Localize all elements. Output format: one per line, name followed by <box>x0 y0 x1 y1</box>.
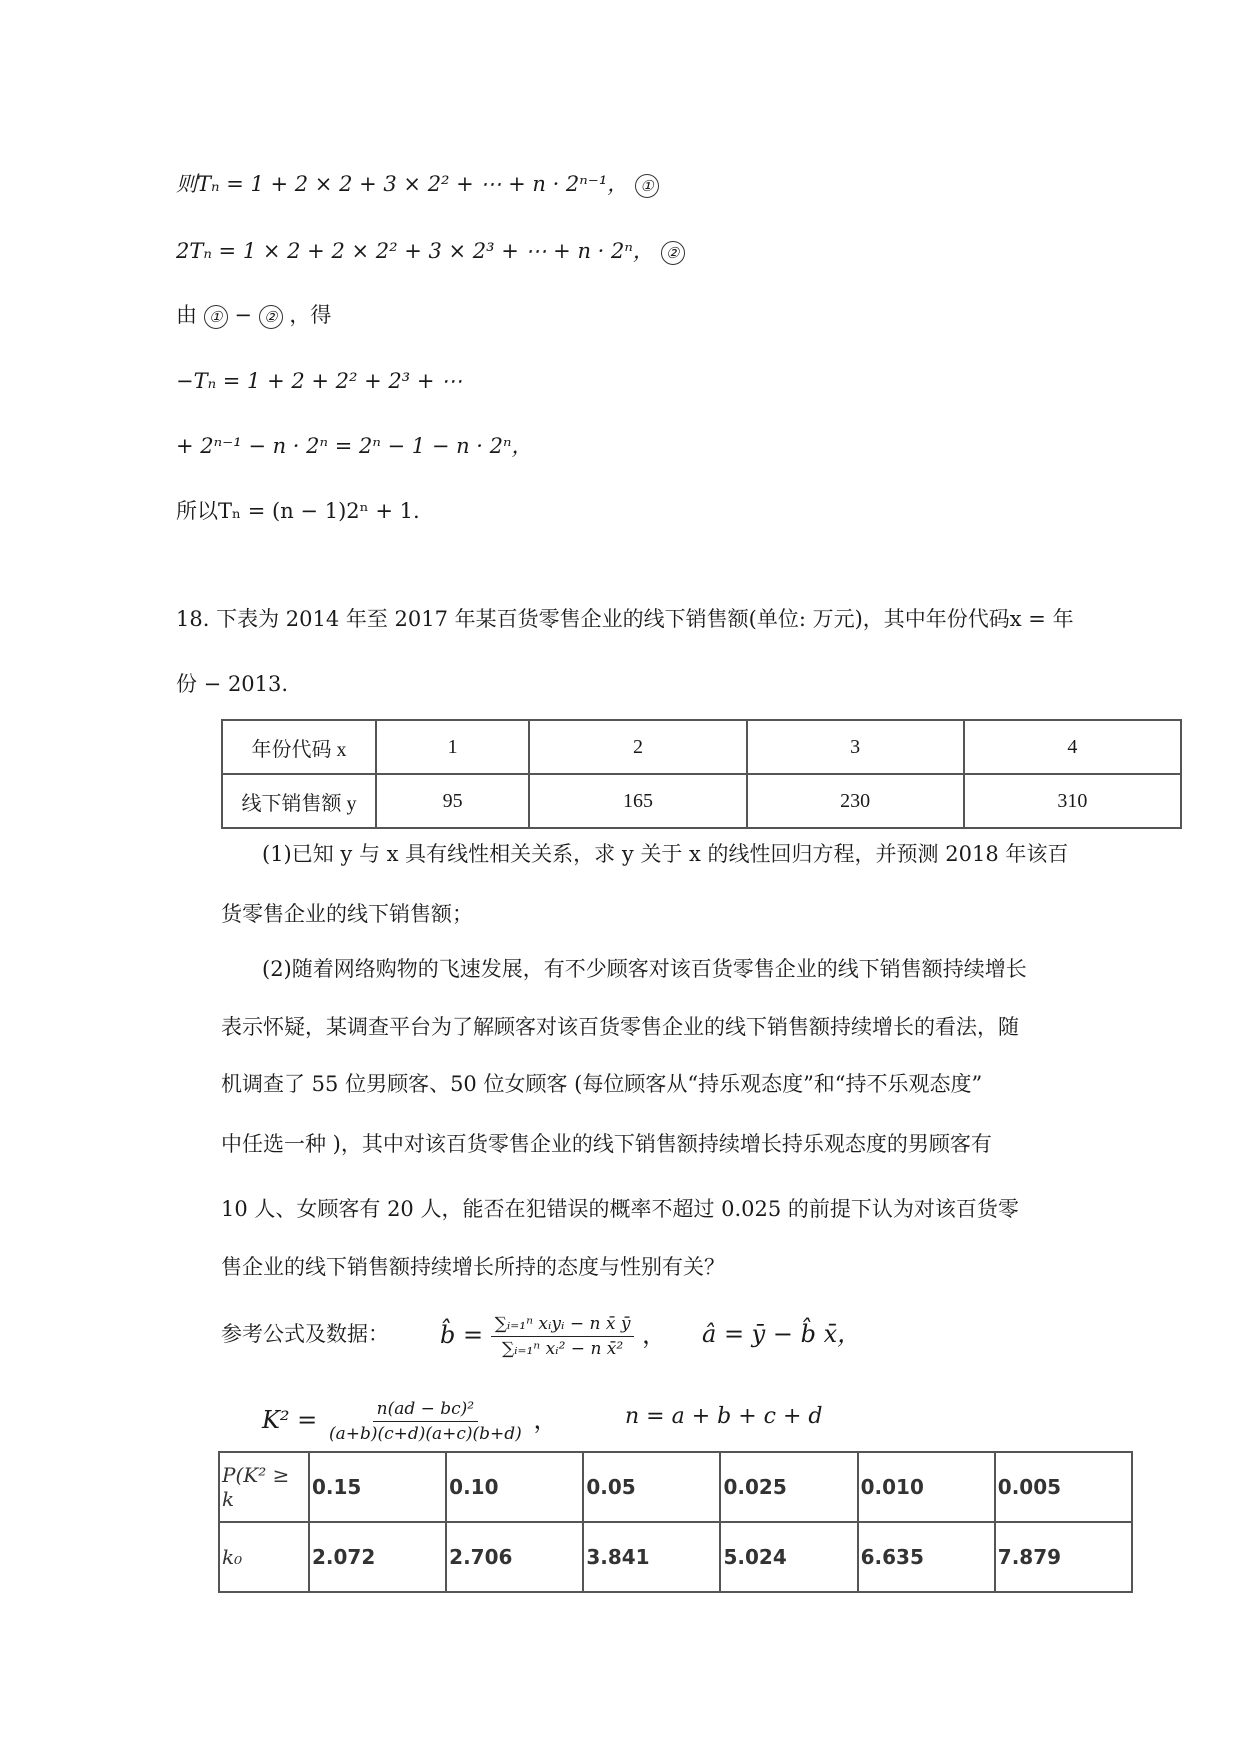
table-cell: 0.10 <box>446 1452 583 1522</box>
k-squared-denominator: (a+b)(c+d)(a+c)(b+d) <box>328 1424 522 1444</box>
tn-sum-equation: 则Tₙ = 1 + 2 × 2 + 3 × 2² + ⋯ + n · 2ⁿ⁻¹， <box>176 172 629 196</box>
table-cell: 0.025 <box>720 1452 857 1522</box>
part2-line-2: 表示怀疑，某调查平台为了解顾客对该百货零售企业的线下销售额持续增长的看法，随 <box>221 1015 1019 1039</box>
table-header-cell: 线下销售额 y <box>222 774 376 828</box>
subtract-post: ，得 <box>289 303 332 327</box>
table-row <box>222 720 1181 774</box>
table-cell: 4 <box>964 720 1181 774</box>
part1-line-1: (1)已知 y 与 x 具有线性相关关系，求 y 关于 x 的线性回归方程，并预测 2018 年该百 <box>262 842 1069 866</box>
table-cell: 0.010 <box>858 1452 995 1522</box>
table-cell: 95 <box>376 774 529 828</box>
derivation-line-4: −Tₙ = 1 + 2 + 2² + 2³ + ⋯ <box>176 369 463 393</box>
derivation-line-2 <box>176 237 685 265</box>
b-hat-fraction <box>491 1313 635 1360</box>
table-cell: 3 <box>747 720 964 774</box>
table-cell: 6.635 <box>858 1522 995 1592</box>
table-header-cell: k₀ <box>219 1522 309 1592</box>
b-hat-tail: ， <box>642 1321 667 1349</box>
two-tn-sum-equation: 2Tₙ = 1 × 2 + 2 × 2² + 3 × 2³ + ⋯ + n · 2ⁿ， <box>176 239 654 263</box>
table-cell: 1 <box>376 720 529 774</box>
k-squared-lhs: K² = <box>262 1406 318 1434</box>
table-cell: 0.15 <box>309 1452 446 1522</box>
b-hat-formula <box>440 1305 666 1365</box>
reference-label: 参考公式及数据： <box>221 1322 389 1346</box>
table-row <box>222 774 1181 828</box>
part2-line-5: 10 人、女顾客有 20 人，能否在犯错误的概率不超过 0.025 的前提下认为对该百货零 <box>221 1197 1019 1221</box>
a-hat-formula: â = ȳ − b̂ x̄， <box>702 1320 862 1348</box>
table-cell: 0.005 <box>995 1452 1132 1522</box>
part2-line-4: 中任选一种 )，其中对该百货零售企业的线下销售额持续增长持乐观态度的男顾客有 <box>221 1132 992 1156</box>
table-cell: 7.879 <box>995 1522 1132 1592</box>
table-header-cell: 年份代码 x <box>222 720 376 774</box>
table-header-cell: P(K² ≥ k <box>219 1452 309 1522</box>
b-hat-denominator: ∑ᵢ₌₁ⁿ xᵢ² − n x̄² <box>501 1339 624 1359</box>
derivation-line-5: + 2ⁿ⁻¹ − n · 2ⁿ = 2ⁿ − 1 − n · 2ⁿ， <box>176 434 533 458</box>
table-cell: 230 <box>747 774 964 828</box>
n-formula: n = a + b + c + d <box>625 1404 823 1429</box>
problem18-intro-line-1: 18. 下表为 2014 年至 2017 年某百货零售企业的线下销售额(单位: 万元)，其中年份代码x = 年 <box>176 607 1074 631</box>
part2-line-6: 售企业的线下销售额持续增长所持的态度与性别有关？ <box>221 1255 725 1279</box>
table-row <box>219 1452 1132 1522</box>
table-cell: 165 <box>529 774 746 828</box>
equation-marker-2: ② <box>661 241 685 265</box>
subtract-marker-2: ② <box>259 305 283 329</box>
subtract-marker-1: ① <box>204 305 228 329</box>
table-row <box>219 1522 1132 1592</box>
part2-line-1: (2)随着网络购物的飞速发展，有不少顾客对该百货零售企业的线下销售额持续增长 <box>262 957 1027 981</box>
k-squared-formula <box>262 1390 557 1450</box>
equation-marker-1: ① <box>635 174 659 198</box>
table-cell: 5.024 <box>720 1522 857 1592</box>
subtract-minus: − <box>234 303 252 327</box>
k-squared-tail: ， <box>533 1406 558 1434</box>
table-cell: 3.841 <box>583 1522 720 1592</box>
k-squared-numerator: n(ad − bc)² <box>373 1398 479 1422</box>
derivation-line-1 <box>176 170 659 198</box>
critical-value-table <box>218 1451 1133 1593</box>
b-hat-lhs: b̂ = <box>440 1321 484 1349</box>
table-cell: 2.706 <box>446 1522 583 1592</box>
derivation-conclusion: 所以Tₙ = (n − 1)2ⁿ + 1. <box>176 499 420 523</box>
table-cell: 2.072 <box>309 1522 446 1592</box>
b-hat-numerator: ∑ᵢ₌₁ⁿ xᵢyᵢ − n x̄ ȳ <box>491 1313 635 1337</box>
k-squared-fraction <box>325 1398 526 1445</box>
sales-table <box>221 719 1182 829</box>
part2-line-3: 机调查了 55 位男顾客、50 位女顾客 (每位顾客从“持乐观态度”和“持不乐观态度” <box>221 1072 983 1096</box>
part1-line-2: 货零售企业的线下销售额； <box>221 902 473 926</box>
table-cell: 0.05 <box>583 1452 720 1522</box>
subtract-pre: 由 <box>176 303 197 327</box>
table-cell: 310 <box>964 774 1181 828</box>
derivation-line-3 <box>176 301 331 329</box>
problem18-intro-line-2: 份 − 2013. <box>176 672 289 696</box>
table-cell: 2 <box>529 720 746 774</box>
